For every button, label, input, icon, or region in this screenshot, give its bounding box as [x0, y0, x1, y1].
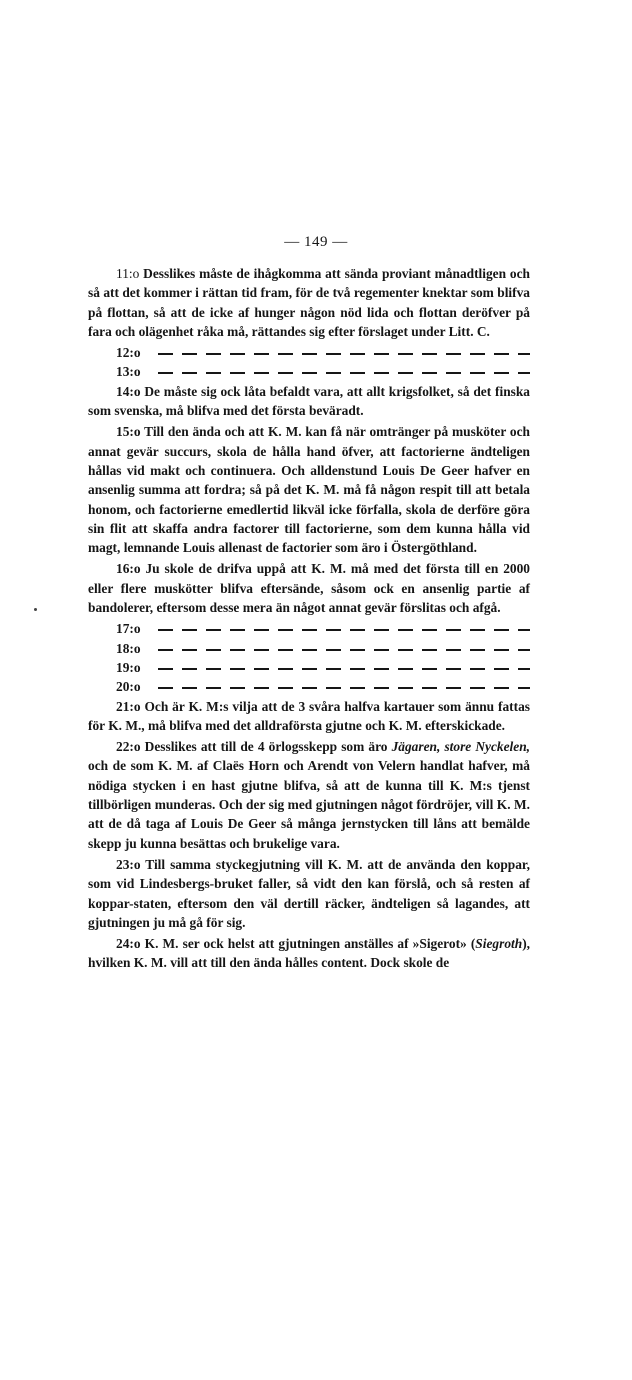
- omitted-paragraph-12: [88, 343, 530, 362]
- omission-dashes: [158, 343, 530, 362]
- page-number: — 149 —: [284, 234, 348, 250]
- paragraph-number: 18:o: [116, 640, 141, 656]
- paragraph-number: 13:o: [116, 364, 141, 380]
- paragraph-text: och de som K. M. af Claës Horn och Arendt von Velern handlat hafver, må nödiga stycken i en hast gjutne blifva, så att de kunna till K. M:s tjenst tillbörligen munderas. Och der sig med gjutningen något fördröjer, vill K. M. att de då taga af Louis De Geer så många jernstycken till låns att bemälde skepp ju kunna besättas och brukelige vara.: [88, 758, 530, 851]
- main-text: [88, 264, 530, 975]
- paragraph-24: [88, 934, 530, 973]
- paragraph-22: [88, 737, 530, 853]
- paragraph-15: [88, 422, 530, 557]
- omitted-paragraph-20: [88, 677, 530, 696]
- paragraph-text: Till samma styckegjutning vill K. M. att de använda den koppar, som vid Lindesbergs-bruket faller, så vidt den kan förslå, och så resten af koppar-staten, eftersom den väl dertill räcker, ändteligen så lagandes, att gjutningen ju må gå för sig.: [88, 856, 530, 930]
- omitted-paragraph-19: [88, 658, 530, 677]
- paragraph-text: K. M. ser ock helst att gjutningen anställes af »Sigerot» (: [140, 936, 476, 952]
- paragraph-number: 24:o: [116, 936, 141, 952]
- paragraph-text: Desslikes att till de 4 örlogsskepp som äro: [140, 739, 392, 755]
- omission-dashes: [158, 362, 530, 381]
- omission-dashes: [158, 639, 530, 658]
- paragraph-14: [88, 382, 530, 421]
- omission-dashes: [158, 619, 530, 638]
- paragraph-number: 20:o: [116, 679, 141, 695]
- margin-mark: [34, 608, 37, 611]
- paragraph-text: De måste sig ock låta befaldt vara, att allt krigsfolket, så det finska som svenska, må blifva med det första beväradt.: [88, 383, 530, 419]
- person-name: Siegroth: [475, 936, 523, 952]
- omission-dashes: [158, 658, 530, 677]
- paragraph-text: Desslikes måste de ihågkomma att sända proviant månadtligen och så att det kommer i rättan tid fram, för de två regementer knektar som blifva på flottan, så att de icke af hunger någon nöd lida och flottan deröfver på fara och olägenhet råka må, rättandes sig efter förslaget under Litt. C.: [88, 266, 530, 339]
- paragraph-number: 11:o: [116, 266, 140, 281]
- paragraph-number: 17:o: [116, 621, 141, 637]
- paragraph-text: Till den ända och att K. M. kan få när omtränger på musköter och annat gevär succurs, skola de hålla hand öfver, att factorierne ändteligen hållas vid makt och continuera. Och alldenstund Louis De Geer hafver en ansenlig summa att fordra; så på det K. M. må få någon respit till att betala honom, och factorierne emedlertid likväl icke förfalla, skola de derföre göra sin flit att skaffa andra factorer till factorierne, som dem kunna hålla vid magt, lemnande Louis allenast de factorier som äro i Östergöthland.: [88, 424, 530, 556]
- ship-names: Jägaren, store Nyckelen,: [391, 739, 530, 755]
- omission-dashes: [158, 677, 530, 696]
- paragraph-number: 16:o: [116, 561, 141, 577]
- paragraph-16: [88, 559, 530, 617]
- paragraph-text: ), hvilken K. M. vill att till den ända hålles content. Dock skole de: [88, 936, 530, 971]
- paragraph-text: Och är K. M:s vilja att de 3 svåra halfva kartauer som ännu fattas för K. M., må blifva med det alldraförsta gjutne och K. M. efterskickade.: [88, 698, 530, 733]
- paragraph-number: 12:o: [116, 345, 141, 361]
- paragraph-number: 15:o: [116, 424, 141, 440]
- omitted-paragraph-13: [88, 362, 530, 381]
- paragraph-number: 21:o: [116, 698, 141, 714]
- omitted-paragraph-17: [88, 619, 530, 638]
- paragraph-23: [88, 855, 530, 932]
- paragraph-number: 23:o: [116, 856, 141, 872]
- paragraph-number: 22:o: [116, 739, 141, 755]
- paragraph-number: 19:o: [116, 659, 141, 675]
- paragraph-number: 14:o: [116, 383, 141, 399]
- paragraph-text: Ju skole de drifva uppå att K. M. må med det första till en 2000 eller flere muskötter blifva eftersände, såsom ock en ansenlig partie af bandolerer, eftersom desse mera än något annat gevär förslitas och afgå.: [88, 561, 530, 616]
- paragraph-21: [88, 697, 530, 736]
- omitted-paragraph-18: [88, 639, 530, 658]
- paragraph-11: [88, 264, 530, 341]
